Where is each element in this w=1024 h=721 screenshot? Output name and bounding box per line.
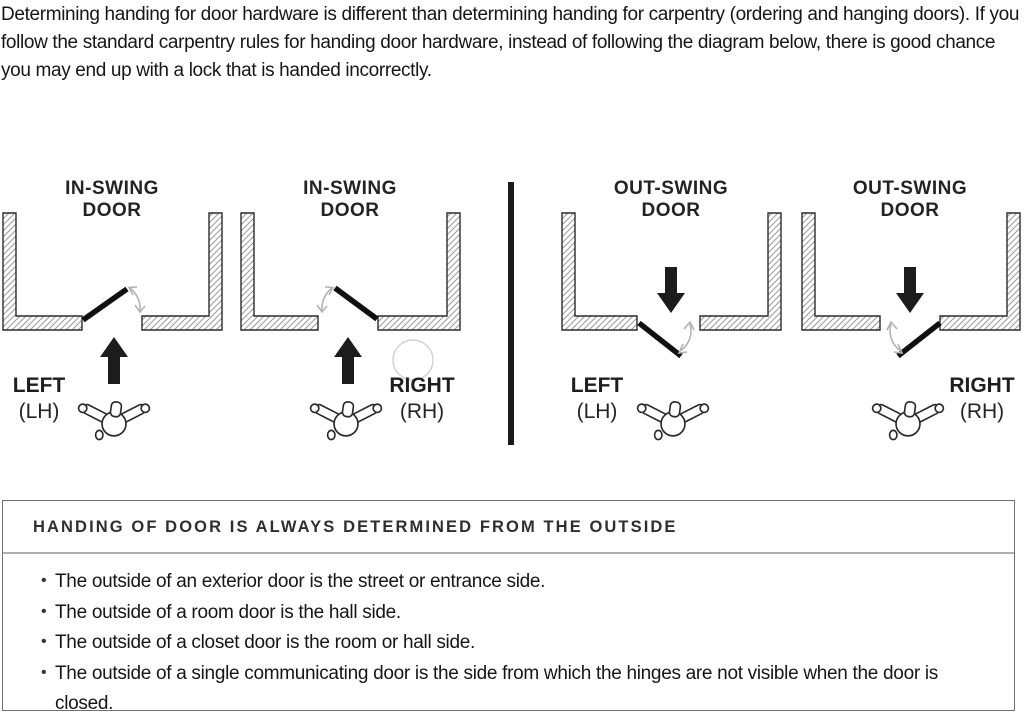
approach-arrow-down-icon [657,267,685,313]
door-leaf [639,323,681,356]
info-bullet-list [3,567,1014,720]
hand-name: LEFT [12,374,66,397]
person-outside-icon [79,401,150,439]
bullet-item: • The outside of an exterior door is the street or entrance side. [41,567,998,598]
person-outside-icon [311,401,382,439]
hand-abbr: (RH) [399,400,445,423]
door-swing-arrow-icon [679,322,694,353]
wall-right [142,213,222,330]
door-leaf [335,288,377,319]
hand-label-right-rh [386,373,458,425]
door-swing-arrow-icon [887,322,902,353]
panel-title-line2: DOOR [880,200,940,221]
hand-abbr: (RH) [959,400,1005,423]
info-box-heading: HANDING OF DOOR IS ALWAYS DETERMINED FROM THE OUTSIDE [33,518,678,536]
wall-right [940,213,1020,330]
hand-name: LEFT [570,374,624,397]
hand-label-left-lh [567,373,627,425]
hand-name: RIGHT [949,374,1015,397]
panel-title-line2: DOOR [320,200,380,221]
door-leaf [898,323,940,356]
person-outside-icon [638,401,709,439]
hand-name: RIGHT [389,374,455,397]
wall-left [241,213,318,330]
panel-title-line1: OUT-SWING [613,178,729,199]
panel-title-line2: DOOR [641,200,701,221]
hand-label-right-rh [946,373,1018,425]
bullet-item: • The outside of a single communicating door is the side from which the hinges are not visible when the door is closed. [41,659,998,720]
approach-arrow-up-icon [100,337,128,384]
info-box [2,500,1015,714]
hand-abbr: (LH) [576,400,618,423]
hand-abbr: (LH) [18,400,60,423]
panel-title-line1: IN-SWING [65,178,159,199]
wall-left [562,213,637,330]
hand-label-left-lh [10,373,68,425]
wall-left [3,213,82,330]
intro-paragraph: Determining handing for door hardware is different than determining handing for carpentry (ordering and hanging doors). If you follow the standard carpentry rules for handing door hardware, instead of following the diagram below, there is good chance you may end up with a lock that is handed incorrectly. [1,4,1020,81]
wall-right [378,213,460,330]
door-swing-arrow-icon [129,287,145,312]
bullet-item: • The outside of a room door is the hall side. [41,598,998,629]
wall-left [802,213,880,330]
person-outside-icon [873,401,944,439]
approach-arrow-up-icon [334,337,362,384]
panel-title-line1: OUT-SWING [852,178,968,199]
info-box-rule [3,552,1014,554]
door-swing-arrow-icon [317,287,333,312]
inswing-outswing-divider [508,182,514,445]
approach-arrow-down-icon [896,267,924,313]
bullet-item: • The outside of a closet door is the room or hall side. [41,628,998,659]
panel-title-line2: DOOR [82,200,142,221]
panel-title-line1: IN-SWING [303,178,397,199]
door-leaf [83,289,127,320]
wall-right [700,213,781,330]
